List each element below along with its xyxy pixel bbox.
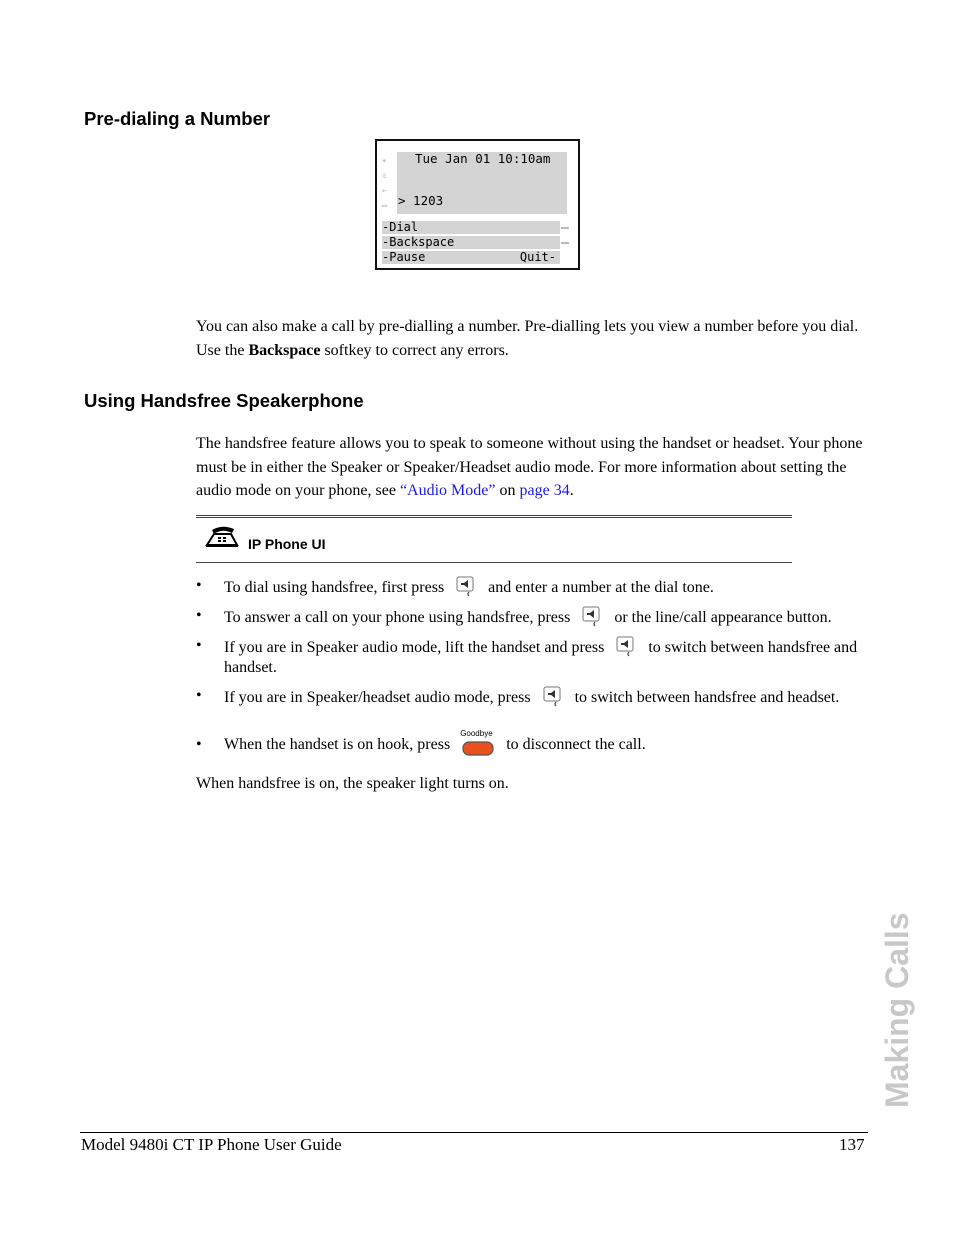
lcd-screen-image: [375, 139, 580, 270]
bullet-dot: •: [196, 687, 202, 704]
bullet-text: [224, 686, 870, 708]
lcd-icon-3: ←: [382, 186, 387, 195]
lcd-datetime: Tue Jan 01 10:10am: [415, 151, 551, 166]
bullet-2-text-a: To answer a call on your phone using handsfree, press: [224, 609, 571, 626]
heading-pre-dialing: Pre-dialing a Number: [84, 108, 271, 129]
lcd-softkey-dial: [382, 221, 560, 234]
pre-dial-text-2: softkey to correct any errors.: [320, 341, 509, 359]
bullet-2-text-b: or the line/call appearance button.: [614, 609, 832, 626]
backspace-term: Backspace: [248, 341, 321, 359]
speaker-key-icon: [614, 636, 638, 658]
bullet-dot: •: [196, 607, 202, 624]
lcd-softkey-tick: [561, 242, 569, 244]
pre-dial-paragraph: [196, 315, 868, 362]
lcd-icon-2: ☏: [382, 171, 387, 180]
bullet-dot: •: [196, 736, 202, 753]
handsfree-text-1: The handsfree feature allows you to speak to someone without using the handset or headset. Your phone must be in either the Speaker or Speaker/Headset audio mode. For more information about setting the audio mode on your phone, see: [196, 435, 863, 499]
page-number: 137: [839, 1135, 865, 1154]
speaker-key-icon: [454, 576, 478, 598]
bullet-1-text-b: and enter a number at the dial tone.: [488, 579, 714, 596]
goodbye-key-shape: [458, 735, 498, 757]
bullet-5-text-b: to disconnect the call.: [506, 736, 646, 753]
bullet-3-text-a: If you are in Speaker audio mode, lift the handset and press: [224, 639, 605, 656]
goodbye-key-label: Goodbye: [460, 729, 493, 738]
ip-phone-ui-band: [196, 515, 792, 563]
lcd-dialed-number: > 1203: [398, 193, 444, 208]
bullet-text: [224, 729, 870, 757]
footer-title: Model 9480i CT IP Phone User Guide: [81, 1135, 342, 1154]
handsfree-text-end: .: [569, 482, 574, 499]
bullet-text: [224, 636, 870, 678]
speaker-key-icon: [580, 606, 604, 628]
closing-paragraph: When handsfree is on, the speaker light turns on.: [196, 775, 509, 792]
handsfree-paragraph: [196, 432, 868, 503]
phone-icon: [204, 525, 240, 551]
handsfree-text-on: on: [495, 482, 520, 499]
bullet-1-text-a: To dial using handsfree, first press: [224, 579, 445, 596]
footer-rule: [80, 1132, 868, 1133]
lcd-icon-4: ▭: [382, 201, 387, 210]
bullet-5-text-a: When the handset is on hook, press: [224, 736, 451, 753]
side-tab-label: [879, 888, 915, 1108]
side-tab-text: Making Calls: [879, 912, 915, 1108]
lcd-softkey-dial-label: -Dial: [382, 220, 419, 234]
audio-mode-link[interactable]: “Audio Mode”: [399, 482, 496, 499]
lcd-softkey-quit-label: Quit-: [519, 250, 556, 264]
lcd-softkey-backspace: [382, 236, 560, 249]
heading-handsfree: Using Handsfree Speakerphone: [84, 390, 364, 411]
speaker-key-icon: [541, 686, 565, 708]
pre-dial-text-1: You can also make a call by pre-dialling a number. Pre-dialling lets you view a number before you dial. Use the: [196, 318, 859, 359]
lcd-softkey-pause: [382, 251, 560, 264]
ip-phone-ui-label: IP Phone UI: [248, 536, 326, 552]
goodbye-key-icon: [458, 729, 498, 757]
lcd-softkey-pause-label: -Pause: [382, 250, 426, 264]
lcd-status-icons: [382, 153, 395, 213]
lcd-softkey-backspace-label: -Backspace: [382, 235, 455, 249]
lcd-softkey-tick: [561, 227, 569, 229]
bullet-text: [224, 606, 870, 628]
bullet-text: [224, 576, 870, 598]
bullet-4-text-b: to switch between handsfree and headset.: [574, 689, 840, 706]
bullet-4-text-a: If you are in Speaker/headset audio mode, press: [224, 689, 531, 706]
page-34-link[interactable]: page 34: [519, 482, 570, 499]
bullet-3-text-b: to switch between handsfree and handset.: [224, 639, 858, 676]
bullet-dot: •: [196, 637, 202, 654]
lcd-icon-1: ✳: [382, 156, 387, 165]
bullet-dot: •: [196, 577, 202, 594]
